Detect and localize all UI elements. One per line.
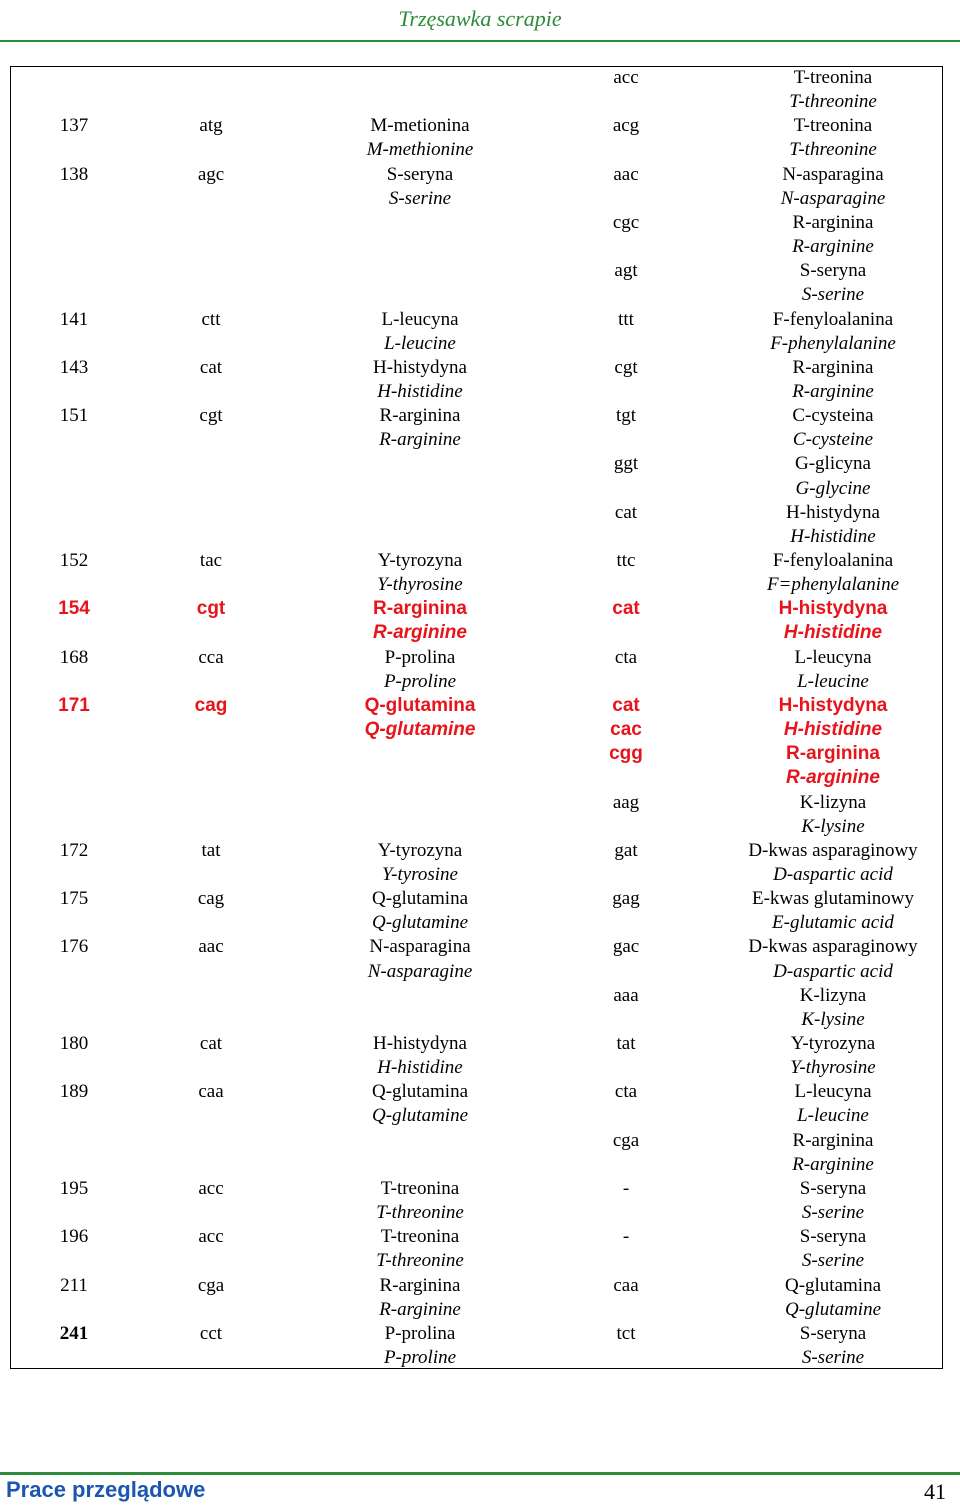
- wildtype-aminoacid-cell: [310, 1032, 530, 1080]
- mutant-aminoacid-cell: [710, 356, 956, 404]
- table-row: [10, 356, 943, 404]
- wildtype-codon: ctt: [201, 308, 221, 330]
- wildtype-codon: cat: [199, 1033, 223, 1054]
- wildtype-aminoacid-cell: [310, 308, 530, 356]
- wildtype-aminoacid-en: P-proline: [383, 670, 457, 692]
- mutant-codon-cell: [565, 1274, 687, 1298]
- codon-position: 196: [59, 1226, 89, 1248]
- mutant-aminoacid-cell: [710, 452, 956, 500]
- wildtype-aminoacid-cell: [310, 114, 530, 162]
- mutant-codon: cgt: [614, 356, 638, 378]
- wildtype-codon-cell: [138, 1322, 284, 1346]
- wildtype-codon: agc: [197, 163, 225, 185]
- mutant-codon: acg: [612, 115, 640, 137]
- mutant-codon-alt: cac: [610, 719, 642, 741]
- wildtype-aminoacid-en: Q-glutamine: [371, 1105, 469, 1127]
- mutant-codon-cell: [565, 742, 687, 766]
- wildtype-codon-cell: [138, 308, 284, 332]
- wildtype-codon: cgt: [199, 405, 223, 427]
- mutant-aminoacid-en: H-histidine: [783, 622, 883, 644]
- wildtype-aminoacid-pl: P-prolina: [384, 646, 456, 668]
- wildtype-aminoacid-pl: Q-glutamina: [371, 888, 469, 910]
- wildtype-codon-cell: [138, 597, 284, 621]
- mutant-aminoacid-cell: [710, 501, 956, 549]
- header-rule: [0, 40, 960, 42]
- mutant-codon-cell: [565, 163, 687, 187]
- wildtype-codon: atg: [199, 115, 223, 137]
- mutant-aminoacid-cell: [710, 211, 956, 259]
- wildtype-codon: tac: [199, 550, 223, 571]
- codon-position-cell: [10, 646, 138, 670]
- codon-position-cell: [10, 1322, 138, 1346]
- mutant-aminoacid-cell: [710, 935, 956, 983]
- mutant-codon: cga: [612, 1129, 640, 1151]
- mutant-aminoacid-en: L-leucine: [797, 670, 869, 692]
- mutant-aminoacid-pl: F-fenyloalanina: [772, 550, 894, 571]
- wildtype-aminoacid-pl: Y-tyrozyna: [377, 839, 463, 861]
- table-row: [10, 308, 943, 356]
- table-row: [10, 1274, 943, 1322]
- mutant-aminoacid-en: H-histidine: [790, 525, 876, 547]
- mutant-aminoacid-en: R-arginine: [792, 380, 874, 402]
- mutant-aminoacid-en: Y-thyrosine: [790, 1057, 876, 1079]
- codon-position-cell: [10, 1274, 138, 1298]
- codon-position-cell: [10, 887, 138, 911]
- table-row: [10, 114, 943, 162]
- mutant-aminoacid-en: K-lysine: [801, 815, 865, 837]
- codon-position-cell: [10, 163, 138, 187]
- mutant-aminoacid-cell: [710, 1177, 956, 1225]
- mutant-aminoacid-cell: [710, 114, 956, 162]
- wildtype-codon: cat: [199, 356, 223, 378]
- wildtype-aminoacid-pl: Q-glutamina: [371, 1081, 469, 1103]
- mutant-aminoacid-cell: [710, 308, 956, 356]
- codon-position-cell: [10, 1225, 138, 1249]
- mutant-aminoacid-cell: [710, 1080, 956, 1128]
- mutant-aminoacid-pl: Q-glutamina: [784, 1274, 882, 1296]
- codon-position: 175: [59, 888, 89, 910]
- wildtype-aminoacid-pl: T-treonina: [380, 1226, 460, 1248]
- wildtype-codon-cell: [138, 839, 284, 863]
- wildtype-aminoacid-pl: S-seryna: [386, 163, 454, 185]
- mutant-codon: tgt: [615, 405, 637, 427]
- mutant-aminoacid-cell: [710, 791, 956, 839]
- mutant-aminoacid-pl: Y-tyrozyna: [790, 1033, 876, 1054]
- wildtype-aminoacid-en: N-asparagine: [367, 960, 473, 982]
- mutant-codon-cell: [565, 66, 687, 90]
- mutant-codon: ttc: [616, 550, 636, 571]
- mutant-aminoacid-cell: [710, 163, 956, 211]
- mutant-aminoacid-pl: C-cysteina: [792, 405, 874, 427]
- wildtype-aminoacid-cell: [310, 839, 530, 887]
- mutant-aminoacid-pl: R-arginina: [792, 211, 874, 233]
- mutant-aminoacid-cell: [710, 839, 956, 887]
- table-row: [10, 935, 943, 983]
- mutant-aminoacid-cell: [710, 984, 956, 1032]
- mutant-codon: gat: [614, 839, 638, 861]
- wildtype-aminoacid-cell: [310, 646, 530, 694]
- mutant-codon-cell: [565, 646, 687, 670]
- mutant-aminoacid-cell: [710, 1322, 956, 1370]
- wildtype-aminoacid-en: R-arginine: [379, 1298, 461, 1320]
- mutant-aminoacid-pl: T-treonina: [793, 115, 873, 137]
- codon-position: 138: [59, 163, 89, 185]
- wildtype-codon-cell: [138, 1225, 284, 1249]
- wildtype-codon-cell: [138, 1080, 284, 1104]
- wildtype-aminoacid-cell: [310, 163, 530, 211]
- mutant-codon: caa: [613, 1274, 639, 1296]
- codon-position: 137: [59, 115, 89, 137]
- codon-position: 168: [59, 646, 89, 668]
- wildtype-codon: tat: [201, 839, 221, 861]
- mutant-codon: cat: [612, 694, 640, 716]
- mutant-aminoacid-pl: R-arginina: [792, 356, 874, 378]
- mutant-aminoacid-pl: G-glicyna: [795, 453, 871, 475]
- wildtype-aminoacid-cell: [310, 356, 530, 404]
- mutant-aminoacid-en: T-threonine: [789, 91, 877, 113]
- mutant-aminoacid-cell: [710, 887, 956, 935]
- codon-position: 154: [58, 598, 90, 620]
- mutant-aminoacid-en: S-serine: [801, 1202, 865, 1224]
- mutant-codon: cgg: [609, 743, 643, 765]
- wildtype-aminoacid-pl: H-histydyna: [373, 1033, 467, 1054]
- wildtype-aminoacid-en: L-leucine: [384, 332, 456, 354]
- mutant-aminoacid-en: K-lysine: [801, 1008, 865, 1030]
- wildtype-codon: cct: [199, 1322, 223, 1344]
- mutant-aminoacid-en: R-arginine: [786, 767, 880, 789]
- wildtype-aminoacid-cell: [310, 1274, 530, 1322]
- mutant-codon-cell: [565, 114, 687, 138]
- mutant-aminoacid-pl: S-seryna: [799, 260, 867, 282]
- mutant-codon-cell: [565, 597, 687, 621]
- wildtype-codon: acc: [198, 1177, 224, 1199]
- table-row: [10, 694, 943, 742]
- mutant-aminoacid-cell: [710, 597, 956, 645]
- wildtype-codon: cga: [197, 1274, 225, 1296]
- wildtype-codon-cell: [138, 887, 284, 911]
- mutant-codon-cell: [565, 1177, 687, 1201]
- wildtype-codon-cell: [138, 1177, 284, 1201]
- mutant-codon-cell: [565, 791, 687, 815]
- mutant-aminoacid-cell: [710, 646, 956, 694]
- wildtype-aminoacid-en: R-arginine: [379, 429, 461, 451]
- mutant-aminoacid-en: G-glycine: [795, 477, 871, 499]
- codon-position-cell: [10, 597, 138, 621]
- wildtype-codon: caa: [198, 1081, 224, 1103]
- wildtype-aminoacid-pl: M-metionina: [370, 115, 470, 137]
- mutant-aminoacid-pl: T-treonina: [793, 67, 873, 88]
- wildtype-aminoacid-en: Y-thyrosine: [377, 574, 463, 596]
- wildtype-codon-cell: [138, 549, 284, 573]
- codon-position: 211: [60, 1274, 88, 1296]
- wildtype-aminoacid-en: S-serine: [388, 187, 452, 209]
- table-row: [10, 1322, 943, 1370]
- mutant-codon: ttt: [618, 308, 634, 330]
- table-row: [10, 259, 943, 307]
- mutant-codon: cat: [614, 501, 638, 523]
- wildtype-codon: acc: [198, 1226, 224, 1248]
- table-row: [10, 66, 943, 114]
- wildtype-aminoacid-en: T-threonine: [376, 1202, 464, 1224]
- codon-position: 143: [59, 356, 89, 378]
- table-row: [10, 646, 943, 694]
- mutant-aminoacid-cell: [710, 549, 956, 597]
- mutant-aminoacid-en: R-arginine: [792, 1153, 874, 1175]
- mutant-codon-cell: [565, 211, 687, 235]
- mutant-aminoacid-pl: L-leucyna: [794, 1081, 872, 1103]
- mutant-codon: gac: [612, 936, 640, 958]
- mutant-aminoacid-en: F-phenylalanine: [770, 332, 896, 354]
- wildtype-aminoacid-en: Q-glutamine: [371, 912, 469, 934]
- codon-position: 180: [59, 1033, 89, 1054]
- mutant-aminoacid-en: S-serine: [801, 1250, 865, 1272]
- mutant-aminoacid-en: N-asparagine: [780, 187, 886, 209]
- codon-position-cell: [10, 308, 138, 332]
- mutant-aminoacid-pl: R-arginina: [792, 1129, 874, 1151]
- table-row: [10, 1225, 943, 1273]
- wildtype-aminoacid-cell: [310, 1225, 530, 1273]
- wildtype-codon-cell: [138, 694, 284, 718]
- table-row: [10, 163, 943, 211]
- wildtype-codon-cell: [138, 935, 284, 959]
- mutant-aminoacid-pl: H-histydyna: [778, 598, 888, 620]
- table-row: [10, 501, 943, 549]
- codon-position-cell: [10, 694, 138, 718]
- mutant-aminoacid-cell: [710, 694, 956, 742]
- mutant-codon: cta: [614, 646, 638, 668]
- wildtype-aminoacid-cell: [310, 1322, 530, 1370]
- codon-position-cell: [10, 356, 138, 380]
- table-row: [10, 1080, 943, 1128]
- wildtype-codon: cag: [197, 888, 225, 910]
- mutant-codon: aac: [613, 163, 639, 185]
- mutant-codon-cell: [565, 356, 687, 380]
- mutant-aminoacid-en: S-serine: [801, 1346, 865, 1368]
- mutant-aminoacid-pl: K-lizyna: [799, 791, 867, 813]
- codon-position-cell: [10, 404, 138, 428]
- codon-position: 189: [59, 1081, 89, 1103]
- wildtype-aminoacid-cell: [310, 549, 530, 597]
- wildtype-aminoacid-en: R-arginine: [373, 622, 467, 644]
- mutant-aminoacid-cell: [710, 404, 956, 452]
- table-row: [10, 1177, 943, 1225]
- wildtype-aminoacid-en: P-proline: [383, 1346, 457, 1368]
- mutant-aminoacid-en: D-aspartic acid: [773, 960, 893, 982]
- codon-position-cell: [10, 935, 138, 959]
- mutant-aminoacid-pl: E-kwas glutaminowy: [751, 888, 914, 910]
- table-row: [10, 1032, 943, 1080]
- wildtype-aminoacid-en: Q-glutamine: [364, 719, 476, 741]
- mutant-aminoacid-pl: S-seryna: [799, 1226, 867, 1248]
- codon-position-cell: [10, 839, 138, 863]
- mutant-codon-cell: [565, 694, 687, 742]
- mutant-aminoacid-cell: [710, 1274, 956, 1322]
- running-header-title: Trzęsawka scrapie: [398, 6, 562, 31]
- wildtype-aminoacid-en: H-histidine: [377, 1057, 463, 1079]
- mutant-codon-cell: [565, 887, 687, 911]
- wildtype-aminoacid-en: Y-tyrosine: [382, 863, 458, 885]
- mutant-aminoacid-pl: F-fenyloalanina: [772, 308, 894, 330]
- table-row: [10, 984, 943, 1032]
- wildtype-aminoacid-cell: [310, 404, 530, 452]
- table-row: [10, 791, 943, 839]
- wildtype-aminoacid-cell: [310, 1080, 530, 1128]
- wildtype-codon-cell: [138, 1274, 284, 1298]
- mutant-aminoacid-cell: [710, 742, 956, 790]
- wildtype-codon-cell: [138, 163, 284, 187]
- mutant-codon: cat: [612, 598, 640, 620]
- mutant-aminoacid-pl: H-histydyna: [786, 501, 880, 523]
- wildtype-aminoacid-en: M-methionine: [366, 139, 474, 161]
- mutant-codon-cell: [565, 308, 687, 332]
- mutant-aminoacid-en: L-leucine: [797, 1105, 869, 1127]
- mutant-aminoacid-pl: D-kwas asparaginowy: [748, 839, 918, 861]
- wildtype-codon-cell: [138, 404, 284, 428]
- codon-position: 141: [59, 308, 89, 330]
- codon-position: 172: [59, 839, 89, 861]
- mutant-aminoacid-en: S-serine: [801, 284, 865, 306]
- mutant-codon-cell: [565, 839, 687, 863]
- mutant-codon-cell: [565, 1080, 687, 1104]
- mutant-codon-cell: [565, 1322, 687, 1346]
- table-row: [10, 839, 943, 887]
- codon-position-cell: [10, 549, 138, 573]
- mutant-aminoacid-pl: K-lizyna: [799, 984, 867, 1006]
- mutant-aminoacid-pl: H-histydyna: [778, 694, 888, 716]
- codon-position: 195: [59, 1177, 89, 1199]
- mutant-aminoacid-cell: [710, 1032, 956, 1080]
- mutant-codon: acc: [613, 67, 639, 88]
- codon-position: 176: [59, 936, 89, 958]
- mutant-codon-cell: [565, 984, 687, 1008]
- wildtype-codon: cag: [194, 694, 228, 716]
- mutant-aminoacid-en: E-glutamic acid: [772, 912, 894, 934]
- footer-section-label: Prace przeglądowe: [6, 1477, 206, 1502]
- mutant-aminoacid-en: D-aspartic acid: [773, 863, 893, 885]
- wildtype-aminoacid-en: H-histidine: [377, 380, 463, 402]
- table-row: [10, 1129, 943, 1177]
- mutant-codon: cgc: [612, 211, 640, 233]
- codon-position: 241: [59, 1322, 89, 1344]
- footer-rule: [0, 1472, 960, 1475]
- wildtype-aminoacid-pl: R-arginina: [373, 598, 467, 620]
- wildtype-aminoacid-cell: [310, 1177, 530, 1225]
- mutant-aminoacid-en: H-histidine: [783, 719, 883, 741]
- codon-position-cell: [10, 1032, 138, 1056]
- wildtype-codon-cell: [138, 114, 284, 138]
- mutant-aminoacid-en: F=phenylalanine: [766, 574, 900, 596]
- table-row: [10, 452, 943, 500]
- wildtype-aminoacid-cell: [310, 887, 530, 935]
- mutant-codon: -: [622, 1226, 630, 1248]
- wildtype-aminoacid-pl: P-prolina: [384, 1322, 456, 1344]
- mutant-codon: aaa: [613, 984, 639, 1006]
- mutant-aminoacid-cell: [710, 1129, 956, 1177]
- wildtype-aminoacid-pl: Y-tyrozyna: [377, 550, 463, 571]
- mutant-codon: cta: [614, 1081, 638, 1103]
- wildtype-aminoacid-cell: [310, 597, 530, 645]
- codon-position-cell: [10, 114, 138, 138]
- mutant-aminoacid-en: R-arginine: [792, 236, 874, 258]
- mutant-codon: -: [622, 1177, 630, 1199]
- wildtype-aminoacid-pl: L-leucyna: [381, 308, 459, 330]
- mutant-aminoacid-en: Q-glutamine: [784, 1298, 882, 1320]
- wildtype-aminoacid-en: T-threonine: [376, 1250, 464, 1272]
- wildtype-codon: cca: [198, 646, 224, 668]
- wildtype-aminoacid-pl: T-treonina: [380, 1177, 460, 1199]
- mutant-aminoacid-pl: N-asparagina: [782, 163, 884, 185]
- mutant-aminoacid-en: C-cysteine: [792, 429, 874, 451]
- mutant-aminoacid-en: T-threonine: [789, 139, 877, 161]
- table-row: [10, 211, 943, 259]
- mutant-aminoacid-cell: [710, 66, 956, 114]
- mutant-codon: gag: [612, 888, 640, 910]
- mutant-codon-cell: [565, 935, 687, 959]
- codon-position-cell: [10, 1080, 138, 1104]
- mutant-codon-cell: [565, 1032, 687, 1056]
- codon-position: 151: [59, 405, 89, 427]
- wildtype-codon: aac: [198, 936, 224, 958]
- wildtype-aminoacid-cell: [310, 935, 530, 983]
- mutant-codon: aag: [612, 791, 640, 813]
- mutant-aminoacid-cell: [710, 259, 956, 307]
- mutant-aminoacid-pl: D-kwas asparaginowy: [748, 936, 918, 958]
- mutant-codon-cell: [565, 259, 687, 283]
- mutant-codon: ggt: [613, 453, 639, 475]
- table-row: [10, 549, 943, 597]
- mutant-aminoacid-pl: S-seryna: [799, 1177, 867, 1199]
- wildtype-codon-cell: [138, 356, 284, 380]
- mutant-codon: tct: [616, 1322, 636, 1344]
- mutant-codon: tat: [616, 1033, 636, 1054]
- mutant-aminoacid-pl: L-leucyna: [794, 646, 872, 668]
- mutant-aminoacid-cell: [710, 1225, 956, 1273]
- table-row: [10, 404, 943, 452]
- wildtype-codon: cgt: [196, 598, 226, 620]
- wildtype-aminoacid-pl: H-histydyna: [373, 356, 467, 378]
- codon-position-cell: [10, 1177, 138, 1201]
- wildtype-aminoacid-pl: R-arginina: [379, 1274, 461, 1296]
- table-row: [10, 742, 943, 790]
- wildtype-aminoacid-pl: R-arginina: [379, 405, 461, 427]
- wildtype-aminoacid-pl: Q-glutamina: [364, 694, 476, 716]
- wildtype-aminoacid-cell: [310, 694, 530, 742]
- mutant-aminoacid-pl: R-arginina: [786, 743, 880, 765]
- mutant-codon: agt: [614, 260, 638, 282]
- codon-position: 171: [58, 694, 90, 716]
- mutant-codon-cell: [565, 452, 687, 476]
- table-row: [10, 887, 943, 935]
- mutant-codon-cell: [565, 1129, 687, 1153]
- mutant-codon-cell: [565, 1225, 687, 1249]
- mutant-codon-cell: [565, 501, 687, 525]
- page-number: 41: [924, 1479, 946, 1504]
- mutant-codon-cell: [565, 404, 687, 428]
- mutant-codon-cell: [565, 549, 687, 573]
- wildtype-codon-cell: [138, 1032, 284, 1056]
- table-row: [10, 597, 943, 645]
- wildtype-aminoacid-pl: N-asparagina: [369, 936, 471, 958]
- wildtype-codon-cell: [138, 646, 284, 670]
- mutant-aminoacid-pl: S-seryna: [799, 1322, 867, 1344]
- codon-position: 152: [59, 550, 89, 571]
